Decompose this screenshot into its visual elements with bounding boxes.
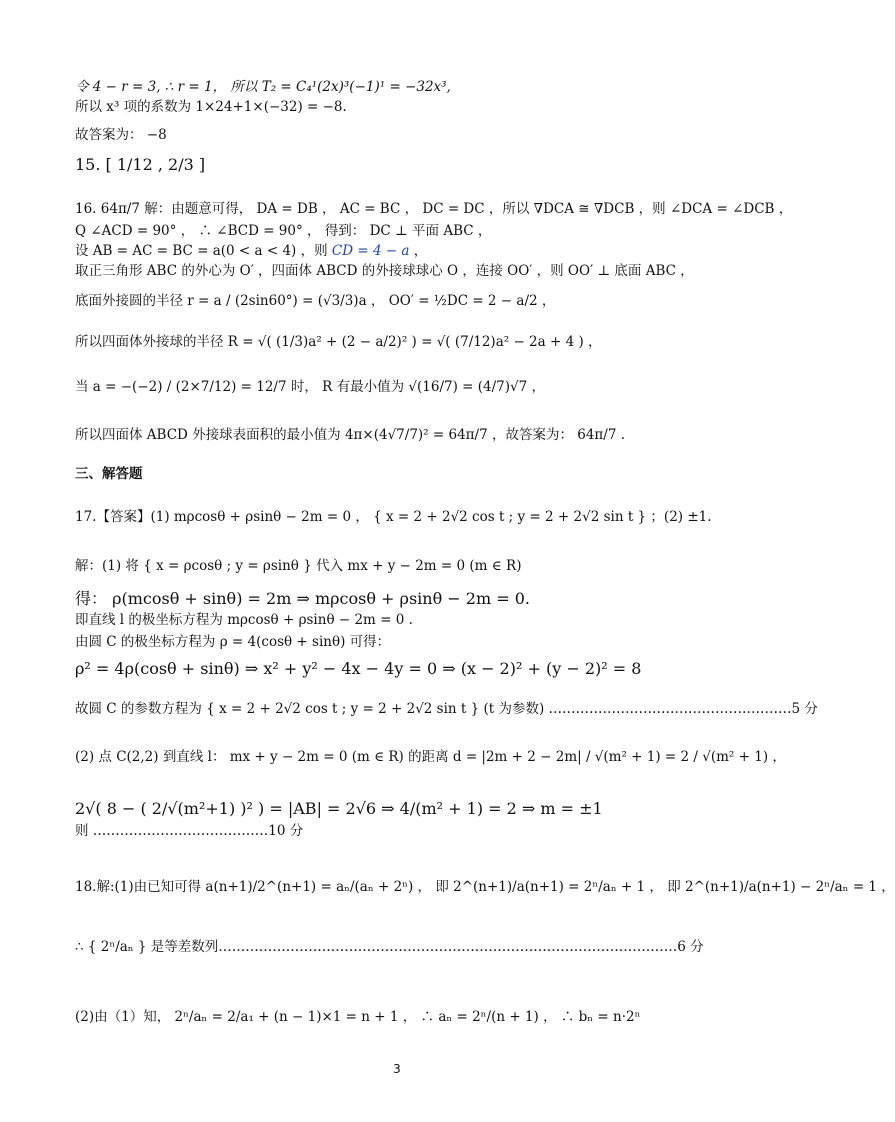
text-line: ρ² = 4ρ(cosθ + sinθ) ⇒ x² + y² − 4x − 4y = 0 ⇒ (x − 2)² + (y − 2)² = 8 <box>75 659 642 678</box>
text-line: 15. [ 1/12 , 2/3 ] <box>75 155 206 174</box>
text-line: 即直线 l 的极坐标方程为 mρcosθ + ρsinθ − 2m = 0 . <box>75 612 413 628</box>
text-segment: ， <box>409 243 428 259</box>
text-line: 当 a = −(−2) / (2×7/12) = 12/7 时， R 有最小值为 √(16/7) = (4/7)√7 ， <box>75 379 545 395</box>
annotation-text: CD = 4 − a <box>331 243 410 259</box>
text-line: 18.解:(1)由已知可得 a(n+1)/2^(n+1) = aₙ/(aₙ + 2ⁿ) ， 即 2^(n+1)/a(n+1) = 2ⁿ/aₙ + 1 ， 即 2^(n+1)/a(n+1) − 2ⁿ/aₙ = 1 ， <box>75 879 895 895</box>
text-line: 故答案为： −8 <box>75 127 167 143</box>
text-line: 取正三角形 ABC 的外心为 O′ ，四面体 ABCD 的外接球球心 O ，连接 OO′ ，则 OO′ ⊥ 底面 ABC ， <box>75 263 694 279</box>
text-line: 17.【答案】(1) mρcosθ + ρsinθ − 2m = 0 ， { x = 2 + 2√2 cos t ; y = 2 + 2√2 sin t } ；(2) ±1. <box>75 509 712 525</box>
page-number: 3 <box>393 1062 401 1076</box>
text-line: 故圆 C 的参数方程为 { x = 2 + 2√2 cos t ; y = 2 + 2√2 sin t } (t 为参数) ………………………………………………5 分 <box>75 701 818 717</box>
text-line: 令 4 − r = 3, ∴ r = 1， 所以 T₂ = C₄¹(2x)³(−1)¹ = −32x³, <box>75 79 451 95</box>
text-segment: 设 AB = AC = BC = a(0 < a < 4) ，则 <box>75 243 332 259</box>
text-line: 所以四面体 ABCD 外接球表面积的最小值为 4π×(4√7/7)² = 64π/7 ，故答案为： 64π/7 . <box>75 427 626 443</box>
text-line: 2√( 8 − ( 2/√(m²+1) )² ) = |AB| = 2√6 ⇒ 4/(m² + 1) = 2 ⇒ m = ±1 <box>75 799 603 818</box>
text-line: 底面外接圆的半径 r = a / (2sin60°) = (√3/3)a ， OO′ = ½DC = 2 − a/2 ， <box>75 293 556 309</box>
text-line <box>75 242 427 260</box>
section-heading: 三、解答题 <box>75 466 143 482</box>
text-line: 所以四面体外接球的半径 R = √( (1/3)a² + (2 − a/2)² ) = √( (7/12)a² − 2a + 4 ) ， <box>75 334 602 350</box>
text-line: ∴ { 2ⁿ/aₙ } 是等差数列…………………………………………………………………………………………6 分 <box>75 939 704 955</box>
text-line: (2) 点 C(2,2) 到直线 l： mx + y − 2m = 0 (m ∈ R) 的距离 d = |2m + 2 − 2m| / √(m² + 1) = 2 / √(m² + 1) ， <box>75 749 786 765</box>
text-line: 则 …………………………………10 分 <box>75 823 304 839</box>
text-line: (2)由（1）知， 2ⁿ/aₙ = 2/a₁ + (n − 1)×1 = n + 1 ， ∴ aₙ = 2ⁿ/(n + 1) ， ∴ bₙ = n·2ⁿ <box>75 1009 641 1025</box>
text-line: 所以 x³ 项的系数为 1×24+1×(−32) = −8. <box>75 99 347 115</box>
text-line: 得： ρ(mcosθ + sinθ) = 2m ⇒ mρcosθ + ρsinθ − 2m = 0. <box>75 589 530 608</box>
text-line: 解：(1) 将 { x = ρcosθ ; y = ρsinθ } 代入 mx + y − 2m = 0 (m ∈ R) <box>75 558 522 574</box>
text-line: 由圆 C 的极坐标方程为 ρ = 4(cosθ + sinθ) 可得： <box>75 634 391 650</box>
text-line: Q ∠ACD = 90° ， ∴ ∠BCD = 90° ， 得到： DC ⊥ 平面 ABC ， <box>75 223 492 239</box>
text-line: 16. 64π/7 解：由题意可得， DA = DB ， AC = BC ， DC = DC ，所以 ∇DCA ≅ ∇DCB ，则 ∠DCA = ∠DCB ， <box>75 201 793 217</box>
